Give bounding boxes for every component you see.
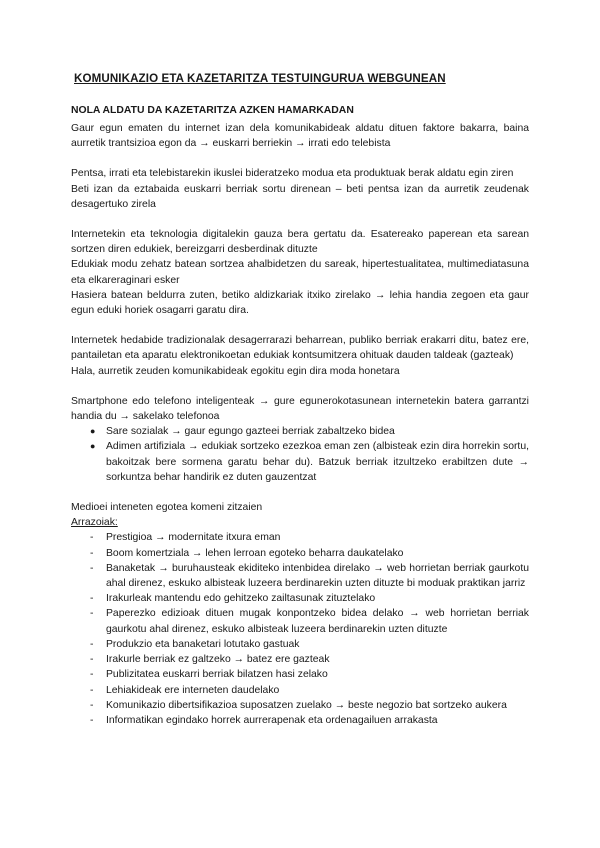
list-item xyxy=(71,637,529,652)
dash-icon: - xyxy=(90,699,94,711)
list-item-text: Informatikan egindako horrek aurrerapenak eta ordenagailuen arrakasta xyxy=(106,714,438,726)
reasons-label: Arrazoiak: xyxy=(71,517,118,529)
dash-icon: - xyxy=(90,669,94,681)
list-item xyxy=(71,713,529,728)
list-item-text: Irakurle berriak ez galtzeko → batez ere gazteak xyxy=(106,654,330,666)
list-item xyxy=(71,546,529,561)
dash-icon: - xyxy=(90,608,94,620)
list-item xyxy=(71,606,529,636)
list-item-text: Komunikazio dibertsifikazioa suposatzen zuelako → beste negozio bat sortzeko aukera xyxy=(106,699,507,711)
list-item xyxy=(71,424,529,439)
reasons-intro: Medioei inteneten egotea komeni zitzaien xyxy=(71,502,263,514)
reasons-list xyxy=(71,530,529,728)
list-item-text: Lehiakideak ere interneten daudelako xyxy=(106,684,280,696)
list-item xyxy=(71,591,529,606)
paragraph: Internetek hedabide tradizionalak desagerrarazi beharrean, publiko berriak erakarri ditu, batez ere, pantailetan eta aparatu elektronikoetan edukiak kontsumitzera ohituak dauden taldeak (gazteak) xyxy=(71,335,529,362)
dash-icon: - xyxy=(90,714,94,726)
list-item-text: Adimen artifiziala → edukiak sortzeko ezezkoa eman zen (albisteak ezin dira horrekin sortu, bakoitzak bere sormena garatu behar du). Batzuk berriak itzultzeko erabiltzen dute → sorkuntza behar handirik ez duten gauzentzat xyxy=(106,441,529,483)
list-item xyxy=(71,683,529,698)
list-item xyxy=(71,561,529,591)
paragraph: Gaur egun ematen du internet izan dela komunikabideak aldatu dituen faktore bakarra, baina aurretik trantsizioa egon da → euskarri berriekin → irrati edo telebista xyxy=(71,123,529,150)
paragraph: Edukiak modu zehatz batean sortzea ahalbidetzen du sareak, hipertestualitatea, multimediatasuna eta elkareraginari esker xyxy=(71,259,529,286)
smartphone-bullet-list xyxy=(71,424,529,485)
paragraph: Internetekin eta teknologia digitalekin gauza bera gertatu da. Esatereako paperean eta sarean sortzen diren edukiek, bereizgarri desberdinak dituzte xyxy=(71,229,529,256)
list-item-text: Sare sozialak → gaur egungo gazteei berriak zabaltzeko bidea xyxy=(106,426,395,438)
list-item-text: Publizitatea euskarri berriak bilatzen hasi zelako xyxy=(106,669,328,681)
paragraph: Hasiera batean beldurra zuten, betiko aldizkariak itxiko zirelako → lehia handia zegoen eta gaur egun eduki horiek osagarri garatu dira. xyxy=(71,289,529,317)
list-item xyxy=(71,530,529,545)
list-item-text: Irakurleak mantendu edo gehitzeko zailtasunak zituztelako xyxy=(106,593,376,605)
dash-icon: - xyxy=(90,562,94,574)
paragraph: Hala, aurretik zeuden komunikabideak egokitu egin dira moda honetara xyxy=(71,365,400,377)
smartphone-intro: Smartphone edo telefono inteligenteak → gure egunerokotasunean internetekin batera garrantzi handia du → sakelako telefonoa xyxy=(71,395,529,423)
dash-icon: - xyxy=(90,638,94,650)
bullet-icon: ● xyxy=(90,426,96,437)
dash-icon: - xyxy=(90,684,94,696)
list-item-text: Boom komertziala → lehen lerroan egoteko beharra daukatelako xyxy=(106,547,404,559)
list-item xyxy=(71,698,529,713)
paragraph: Beti izan da eztabaida euskarri berriak sortu direnean – beti pentsa izan da aurretik zeudenak desagertuko zirela xyxy=(71,183,529,210)
list-item xyxy=(71,439,529,485)
document-body xyxy=(71,121,529,728)
section-heading: NOLA ALDATU DA KAZETARITZA AZKEN HAMARKADAN xyxy=(71,105,354,116)
list-item-text: Produkzio eta banaketari lotutako gastuak xyxy=(106,638,300,650)
list-item xyxy=(71,652,529,667)
dash-icon: - xyxy=(90,532,94,544)
list-item-text: Prestigioa → modernitate itxura eman xyxy=(106,532,281,544)
list-item-text: Banaketak → buruhausteak ekiditeko intenbidea direlako → web horrietan berriak gaurkotu ahal direnez, eskuko albisteak luzeera berdinarekin uzten dituzte bi moduak praktikan jarriz xyxy=(106,562,529,590)
dash-icon: - xyxy=(90,593,94,605)
bullet-icon: ● xyxy=(90,441,96,452)
paragraph: Pentsa, irrati eta telebistarekin ikuslei bideratzeko modua eta produktuak berak aldatu egin ziren xyxy=(71,168,514,180)
dash-icon: - xyxy=(90,654,94,666)
list-item-text: Paperezko edizioak dituen mugak konpontzeko bidea delako → web horrietan berriak gaurkotu ahal direnez, eskuko albisteak luzeera berdinarekin uzten dituzte xyxy=(106,608,529,635)
document-title: KOMUNIKAZIO ETA KAZETARITZA TESTUINGURUA WEBGUNEAN xyxy=(74,72,446,85)
dash-icon: - xyxy=(90,547,94,559)
list-item xyxy=(71,667,529,682)
